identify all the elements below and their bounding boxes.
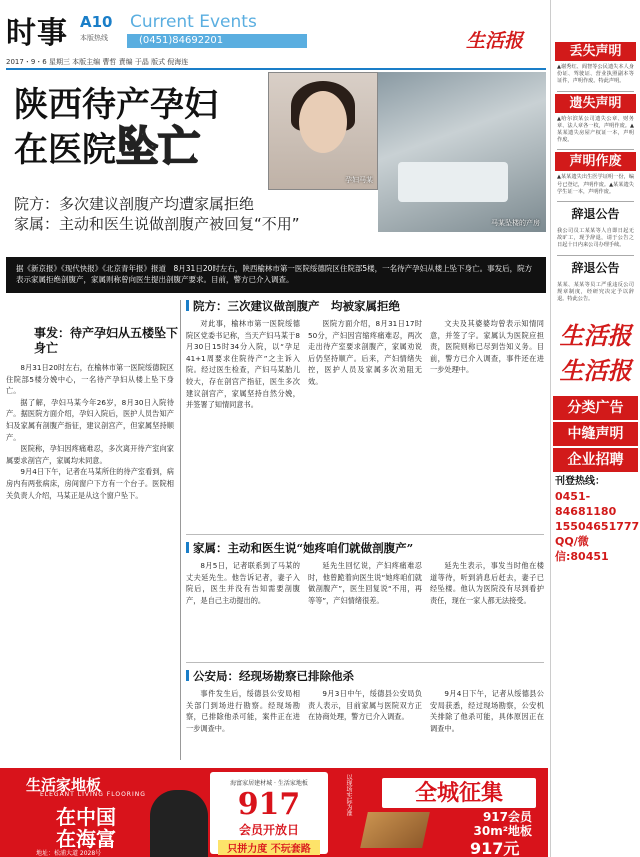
sidebar-notice: 我公司员工某某等人自即日起无故旷工，现予辞退，请于公告之日起十日内来公司办理手续。 bbox=[557, 228, 634, 249]
ad-tagline: 只拼力度 不玩套路 bbox=[218, 840, 320, 855]
section1-col: 对此事，榆林市第一医院绥德院区党委书记称，当天产妇马某于8月30日15时34分入院，以“孕足41+1周要求住院待产”之主诉入院。经过医生检查，产妇马某胎儿较大，存在剖宫产指征，医生多次建议剖宫产，家属坚持自然分娩，并签署了知情同意书。 bbox=[186, 319, 300, 410]
sidebar-notice: ▲哈尔滨某公司遗失公章、财务章、法人章各一枚，声明作废。▲某某遗失房屋产权证一本，声明作废。 bbox=[557, 115, 634, 144]
category-badge: 中缝声明 bbox=[553, 422, 638, 446]
ad-headline: 全城征集 bbox=[382, 778, 536, 808]
ad-promo-card bbox=[210, 772, 328, 854]
ad-store: 地址：松浦大道 2028号 bbox=[36, 850, 102, 857]
section3-title bbox=[186, 668, 354, 684]
left-paragraph: 8月31日20时左右，在榆林市第一医院绥德院区住院部5楼分娩中心，一名待产孕妇从楼上坠下身亡。 bbox=[6, 363, 174, 396]
section2-col: 延先生表示，事发当时他在楼道等待，听到消息后赶去，妻子已经坠楼。他认为医院没有尽到看护责任，现在一家人都无法接受。 bbox=[430, 561, 544, 605]
ad-offer-line: 917会员 bbox=[482, 810, 532, 824]
page-number: A10 bbox=[80, 13, 113, 31]
section2-col: 延先生回忆说，产妇疼痛难忍时，他曾跪着向医生说“她疼咱们就做剖腹产”，医生回复说“不用，再等等”，产妇情绪很差。 bbox=[308, 561, 422, 605]
ad-floorboard bbox=[360, 812, 430, 848]
section-divider bbox=[186, 662, 544, 663]
left-subhead: 事发：待产孕妇从五楼坠下身亡 bbox=[34, 326, 179, 355]
hospital-bed bbox=[398, 162, 508, 202]
sidebar-separator bbox=[557, 149, 634, 150]
hotline-label: 刊登热线： bbox=[555, 476, 605, 488]
section2-title-text: 家属：主动和医生说“她疼咱们就做剖腹产” bbox=[193, 541, 414, 555]
sidebar-title: 丢失声明 bbox=[555, 42, 636, 61]
ad-spokesperson bbox=[150, 790, 208, 857]
flooring-ad bbox=[0, 768, 548, 857]
sidebar-title: 声明作废 bbox=[555, 152, 636, 171]
sidebar-logo: 生活报 bbox=[559, 356, 632, 386]
left-paragraph: 医院称，孕妇因疼痛难忍，多次离开待产室向家属要求剖宫产，家属均未同意。 bbox=[6, 444, 174, 465]
section2-body bbox=[186, 560, 544, 660]
hotline: (0451)84692201 bbox=[127, 34, 307, 48]
sidebar-notice: 某某、某某等员工严重违反公司规章制度，经研究决定予以辞退。特此公告。 bbox=[557, 281, 634, 303]
sidebar-separator bbox=[557, 201, 634, 202]
sidebar-notice: ▲某某遗失出生医学证明一份，编号已登记，声明作废。▲某某遗失学生证一本，声明作废。 bbox=[557, 174, 634, 195]
ad-offer-line: 30m²地板 bbox=[473, 824, 532, 838]
hotline-number: 15504651777 bbox=[555, 520, 640, 534]
ad-big-number: 917 bbox=[237, 787, 301, 822]
left-paragraph: 据了解，孕妇马某今年26岁，8月30日入院待产。据医院方面介绍，孕妇入院后，医护人员告知产妇及家属有剖腹产指征，建议剖宫产，但家属坚持顺产。 bbox=[6, 397, 174, 442]
headline-line2-a: 在医院 bbox=[14, 130, 116, 170]
section1-col: 医院方面介绍，8月31日17时50分，产妇因宫缩疼痛难忍，两次走出待产室要求剖腹产，家属劝说后仍坚持顺产。后来，产妇情绪失控，医护人员及家属多次劝阻无效。 bbox=[308, 319, 422, 386]
section3-col: 事件发生后，绥德县公安局相关部门到场进行勘察。经现场勘察，已排除他杀可能，案件正在进一步调查中。 bbox=[186, 689, 300, 733]
deck-line1: 院方：多次建议剖腹产均遭家属拒绝 bbox=[14, 195, 255, 213]
ad-disclaimer: 以现场实际为准 bbox=[345, 774, 352, 816]
lead-headline bbox=[14, 84, 218, 171]
section1-title bbox=[186, 298, 400, 314]
section1-col: 文夫及其婆婆均曾表示知情同意，并签了字。家属认为医院应担责，医院则称已尽到告知义务。目前，警方已介入调查，事件还在进一步处理中。 bbox=[430, 319, 544, 375]
category-badge: 企业招聘 bbox=[553, 448, 638, 472]
headline-emphasis: 坠亡 bbox=[116, 122, 201, 171]
dateline: 2017・9・6 星期三 本版主编 曹哲 責编 于晶 版式 倪海连 bbox=[6, 58, 189, 66]
summary-band: 据《新京报》《现代快报》《北京青年报》报道 8月31日20时左右，陕西榆林市第一医院绥德院区住院部5楼，一名待产孕妇从楼上坠下身亡。事发后，院方表示家属拒绝剖腹产，家属则称曾向医生提出剖腹产要求。目前，警方已介入调查。 bbox=[6, 257, 546, 293]
deck-line2: 家属：主动和医生说做剖腹产被回复“不用” bbox=[14, 215, 300, 233]
section-title: 时事 bbox=[6, 16, 68, 51]
ad-brand-en: ELEGANT LIVING FLOORING bbox=[40, 791, 146, 798]
page-header bbox=[0, 0, 548, 62]
headline-line2 bbox=[14, 122, 218, 171]
section2-col: 8月5日，记者联系到了马某的丈夫延先生。他告诉记者，妻子入院后，医生并没有告知需要剖腹产，是自己主动提出的。 bbox=[186, 561, 300, 605]
portrait-photo bbox=[268, 72, 378, 190]
headline-line1: 陕西待产孕妇 bbox=[14, 85, 218, 125]
ad-slogan bbox=[56, 806, 116, 850]
ward-photo bbox=[378, 72, 546, 232]
portrait-face bbox=[299, 91, 347, 153]
sidebar-separator bbox=[557, 255, 634, 256]
section-english: Current Events bbox=[130, 12, 257, 32]
section1-title-text: 院方：三次建议做剖腹产 均被家属拒绝 bbox=[193, 299, 400, 313]
sidebar-spacer bbox=[551, 386, 640, 394]
newspaper-logo: 生活报 bbox=[466, 30, 524, 52]
section3-body bbox=[186, 688, 544, 764]
classified-sidebar bbox=[550, 0, 640, 857]
ad-slogan-line: 在中国 bbox=[56, 805, 116, 829]
ad-price: 917元 bbox=[470, 839, 520, 857]
ad-offer bbox=[442, 810, 532, 838]
header-rule bbox=[6, 68, 546, 70]
sidebar-spacer bbox=[551, 0, 640, 42]
section-divider bbox=[186, 534, 544, 535]
ad-slogan-line: 在海富 bbox=[56, 827, 116, 851]
ad-brand: 生活家地板 bbox=[26, 776, 102, 794]
sidebar-separator bbox=[557, 91, 634, 92]
sidebar-title: 遗失声明 bbox=[555, 94, 636, 113]
sidebar-logo: 生活报 bbox=[559, 321, 632, 351]
title-bar bbox=[186, 542, 189, 553]
section3-col: 9月4日下午，记者从绥德县公安局获悉，经过现场勘察，公安机关排除了他杀可能，具体原因正在调查中。 bbox=[430, 689, 544, 733]
column-divider bbox=[180, 300, 181, 760]
photo2-caption: 马某坠楼的产房 bbox=[491, 219, 540, 227]
left-column bbox=[6, 300, 178, 762]
section3-title-text: 公安局：经现场勘察已排除他杀 bbox=[193, 669, 354, 683]
category-badge: 分类广告 bbox=[553, 396, 638, 420]
hotline-number: 0451-84681180 bbox=[555, 490, 617, 519]
photo1-caption: 孕妇马某 bbox=[345, 176, 373, 184]
left-paragraph: 9月4日下午，记者在马某所住的待产室看到，病房内有两张病床，房间窗户下方有一个台子。医院相关负责人介绍，马某正是从这个窗户坠下。 bbox=[6, 467, 174, 500]
ad-open-day: 会员开放日 bbox=[238, 823, 299, 837]
title-bar bbox=[186, 300, 189, 311]
sidebar-notice: ▲谢秀红、阎智等公民遗失本人身份证、驾驶证、营业执照副本等证件，声明作废。特此声明。 bbox=[557, 64, 634, 85]
hotline-number: QQ/微信:80451 bbox=[555, 535, 609, 564]
sidebar-title: 辞退公告 bbox=[571, 260, 620, 275]
section3-col: 9月3日中午，绥德县公安局负责人表示，目前家属与医院双方正在协商处理，警方已介入调查。 bbox=[308, 689, 422, 722]
ad-partner-logos: 海富家居建材城 · 生活家地板 bbox=[230, 780, 308, 787]
title-bar bbox=[186, 670, 189, 681]
lead-deck bbox=[14, 194, 300, 234]
sidebar-title: 辞退公告 bbox=[571, 207, 620, 222]
section1-body bbox=[186, 318, 544, 528]
section2-title bbox=[186, 540, 413, 556]
page-sub-label: 本版热线 bbox=[80, 34, 108, 42]
